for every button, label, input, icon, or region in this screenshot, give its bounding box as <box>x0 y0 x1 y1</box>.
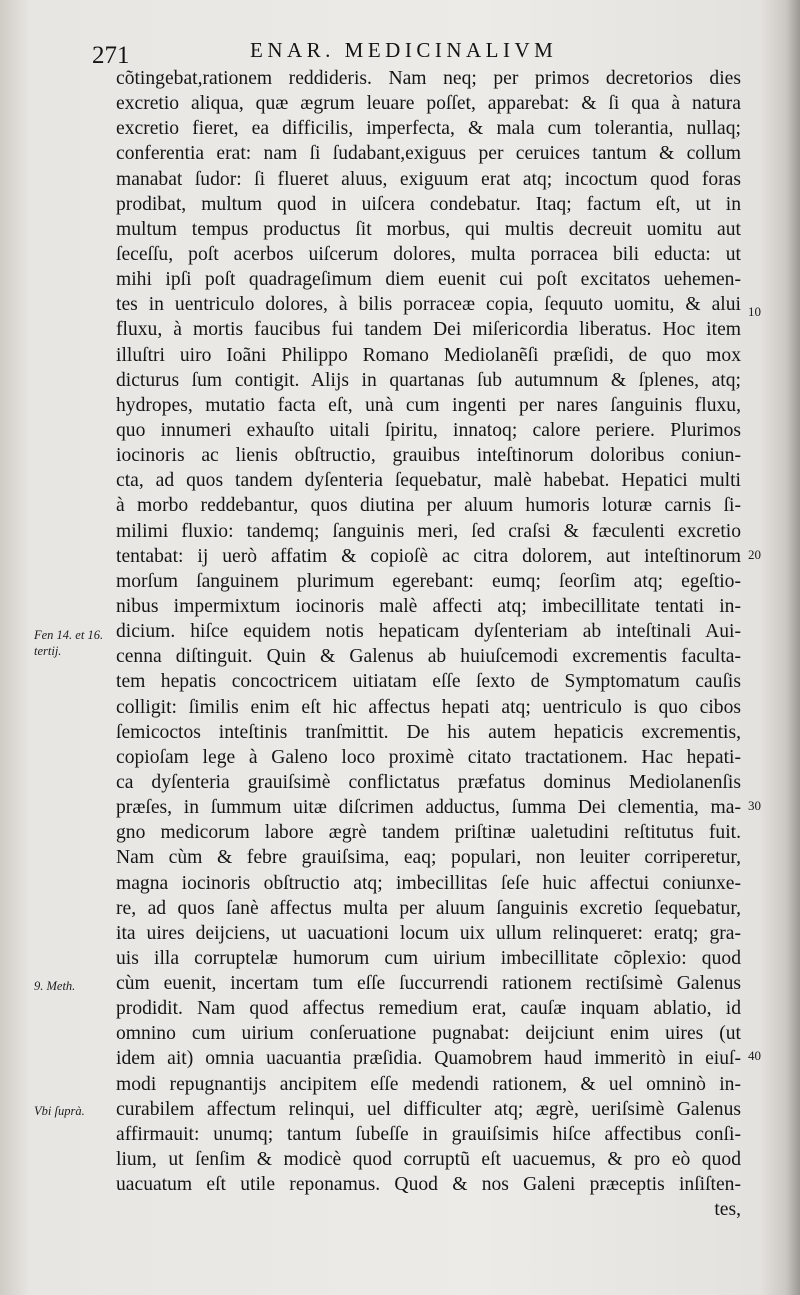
text-line: milimi fluxio: tandemq; ſanguinis meri, ſed craſsi & fæculenti excretio <box>116 520 741 542</box>
line-number-20: 20 <box>748 547 761 562</box>
text-line: quo innumeri exhauſto uitali ſpiritu, innatoq; calore periere. Plurimos <box>116 419 741 441</box>
body-text <box>116 66 741 1222</box>
text-line: ſemicoctos inteſtinis tranſmittit. De his autem hepaticis excrementis, <box>116 721 741 743</box>
text-line: tem hepatis concoctricem uitiatam eſſe ſexto de Symptomatum cauſis <box>116 671 741 693</box>
text-line: cõtingebat,rationem reddideris. Nam neq; per primos decretorios dies <box>116 68 741 89</box>
margin-note-vbi: Vbi ſuprà. <box>34 1104 85 1118</box>
text-line: Nam cùm & febre grauiſsima, eaq; populari, non leuiter corriperetur, <box>116 847 741 869</box>
page-edge-shadow <box>786 0 800 1295</box>
text-line: affirmauit: unumq; tantum ſubeſſe in grauiſsimis hiſce affectibus conſi- <box>116 1123 741 1145</box>
text-line: idem ait) omnia uacuantia præſidia. Quamobrem haud immeritò in eiuſ- <box>116 1048 741 1070</box>
text-line: gno medicorum labore ægrè tandem priſtinæ ualetudini reſtitutus fuit. <box>116 822 741 844</box>
text-line: ca dyſenteria grauiſsimè conflictatus præfatus dominus Mediolanenſis <box>116 771 741 793</box>
text-line: conferentia erat: nam ſi ſudabant,exiguus per ceruices tantum & collum <box>116 143 741 165</box>
text-line: iocinoris ac lienis obſtructio, grauibus inteſtinorum doloribus coniun- <box>116 445 741 467</box>
text-line: magna iocinoris obſtructio atq; imbecillitas ſeſe huic affectui coniunxe- <box>116 872 741 894</box>
text-line: fluxu, à mortis faucibus fui tandem Dei miſericordia liberatus. Hoc item <box>116 319 741 341</box>
text-line: ita uires deijciens, ut uacuationi locum uix ullum relinqueret: eratq; gra- <box>116 922 741 944</box>
text-line: copioſam lege à Galeno loco proximè citato tractationem. Hac hepati- <box>116 746 741 768</box>
line-number-10: 10 <box>748 304 761 319</box>
text-line: mihi ipſi poſt quadrageſimum diem euenit cui poſt excitatos uehemen- <box>116 269 741 291</box>
line-number-40: 40 <box>748 1048 761 1063</box>
text-line: à morbo reddebantur, quos diutina per aluum humoris loturæ carnis ſi- <box>116 495 741 517</box>
text-line: manabat ſudor: ſi flueret aluus, exiguum erat atq; incoctum quod foras <box>116 168 741 190</box>
text-line: tes, <box>714 1199 741 1221</box>
text-line: curabilem affectum relinqui, uel difficulter atq; ægrè, ueriſsimè Galenus <box>116 1098 741 1120</box>
text-line: modi repugnantijs ancipitem eſſe medendi rationem, & uel omninò in- <box>116 1073 741 1095</box>
text-line: excretio aliqua, quæ ægrum leuare poſſet, apparebat: & ſi qua à natura <box>116 93 741 115</box>
margin-note-meth: 9. Meth. <box>34 979 76 993</box>
text-line: tes in uentriculo dolores, à bilis porraceæ copia, ſequuto uomitu, & alui <box>116 294 741 316</box>
text-line: præſes, in ſummum uitæ diſcrimen adductus, ſumma Dei clementia, ma- <box>116 797 741 819</box>
margin-note-fen: Fen 14. et 16. tertij. <box>34 628 104 658</box>
text-line: multum tempus productus ſit morbus, qui multis decreuit uomitu aut <box>116 218 741 240</box>
text-line: cta, ad quos tandem dyſenteria ſequebatur, malè habebat. Hepatici multi <box>116 470 741 492</box>
text-line: prodibat, multum quod in uiſcera condebatur. Itaq; factum eſt, ut in <box>116 193 741 215</box>
text-line: colligit: ſimilis enim eſt hic affectus hepati atq; uentriculo is quo cibos <box>116 696 741 718</box>
text-line: tentabat: ij uerò affatim & copioſè ac citra dolorem, aut inteſtinorum <box>116 545 741 567</box>
text-line: illuſtri uiro Ioãni Philippo Romano Mediolanẽſi præſidi, de quo mox <box>116 344 741 366</box>
text-line: morſum ſanguinem plurimum egerebant: eumq; ſeorſim atq; egeſtio- <box>116 570 741 592</box>
text-line: cenna diſtinguit. Quin & Galenus ab huiuſcemodi excrementis faculta- <box>116 646 741 668</box>
line-number-30: 30 <box>748 798 761 813</box>
text-line: omnino cum uirium conſeruatione pugnabat: deijciunt enim uires (ut <box>116 1023 741 1045</box>
text-line: hydropes, mutatio facta eſt, unà cum ingenti per nares ſanguinis fluxu, <box>116 394 741 416</box>
text-line: uacuatum eſt utile reponamus. Quod & nos Galeni præceptis inſiſten- <box>116 1174 741 1196</box>
page-number: 271 <box>92 42 130 69</box>
text-line: cùm euenit, incertam tum eſſe ſuccurrendi rationem rectiſsimè Galenus <box>116 973 741 995</box>
running-head: ENAR. MEDICINALIVM <box>250 38 558 62</box>
text-line: lium, ut ſenſim & modicè quod corruptũ eſt uacuemus, & pro eò quod <box>116 1149 741 1171</box>
text-line: dicium. hiſce equidem notis hepaticam dyſenteriam ab inteſtinali Aui- <box>116 621 741 643</box>
text-line: uis illa corruptelæ humorum cum uirium imbecillitate cõplexio: quod <box>116 947 741 969</box>
text-line: ſeceſſu, poſt acerbos uiſcerum dolores, multa porracea bili educta: ut <box>116 243 741 265</box>
text-line: prodidit. Nam quod affectus remedium erat, cauſæ inquam ablatio, id <box>116 998 741 1020</box>
text-line: dicturus ſum contigit. Alijs in quartanas ſub autumnum & ſplenes, atq; <box>116 369 741 391</box>
text-line: excretio fieret, ea difficilis, imperfecta, & mala cum tolerantia, nullaq; <box>116 118 741 140</box>
text-line: nibus impermixtum iocinoris malè affecti atq; imbecillitate tentati in- <box>116 595 741 617</box>
text-line: re, ad quos ſanè affectus multa per aluum ſanguinis excretio ſequebatur, <box>116 897 741 919</box>
